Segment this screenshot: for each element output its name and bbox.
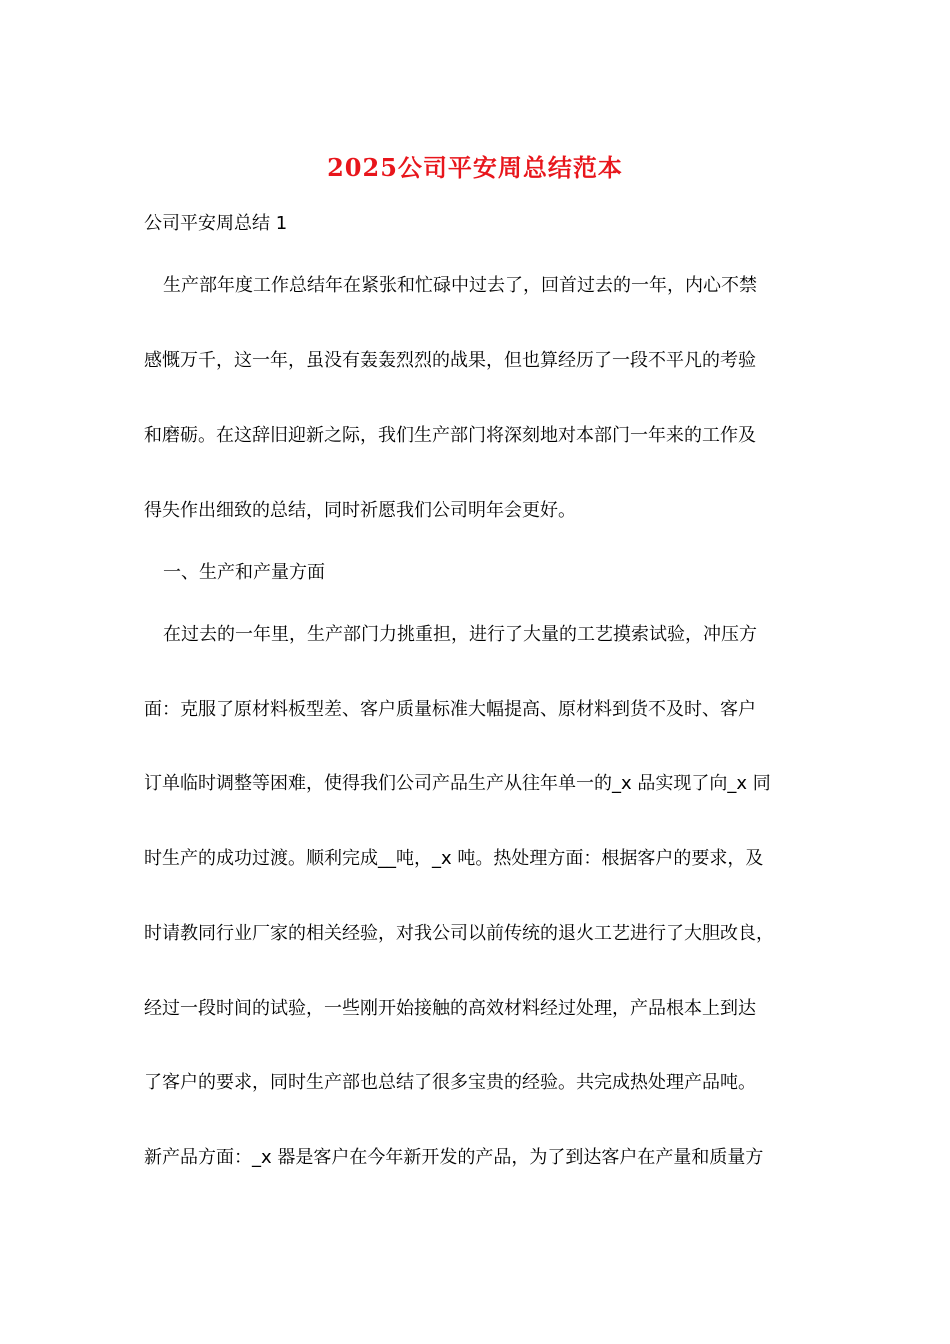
paragraph-line: 时请教同行业厂家的相关经验，对我公司以前传统的退火工艺进行了大胆改良， [144, 923, 774, 944]
paragraph-line: 面：克服了原材料板型差、客户质量标准大幅提高、原材料到货不及时、客户 [144, 699, 756, 720]
paragraph-line: 在过去的一年里，生产部门力挑重担，进行了大量的工艺摸索试验，冲压方 [163, 624, 757, 645]
paragraph-line: 生产部年度工作总结年在紧张和忙碌中过去了，回首过去的一年，内心不禁 [163, 275, 757, 296]
paragraph-line: 订单临时调整等困难，使得我们公司产品生产从往年单一的_x 品实现了向_x 同 [144, 773, 771, 794]
paragraph-line: 经过一段时间的试验，一些刚开始接触的高效材料经过处理，产品根本上到达 [144, 998, 756, 1019]
section-heading: 一、生产和产量方面 [163, 562, 325, 583]
section-subtitle: 公司平安周总结 1 [144, 213, 288, 234]
paragraph-line: 得失作出细致的总结，同时祈愿我们公司明年会更好。 [144, 500, 576, 521]
paragraph-line: 和磨砺。在这辞旧迎新之际，我们生产部门将深刻地对本部门一年来的工作及 [144, 425, 756, 446]
paragraph-line: 时生产的成功过渡。顺利完成__吨，_x 吨。热处理方面：根据客户的要求，及 [144, 848, 764, 869]
paragraph-line: 了客户的要求，同时生产部也总结了很多宝贵的经验。共完成热处理产品吨。 [144, 1072, 756, 1093]
paragraph-line: 新产品方面：_x 器是客户在今年新开发的产品，为了到达客户在产量和质量方 [144, 1147, 764, 1168]
paragraph-line: 感慨万千，这一年，虽没有轰轰烈烈的战果，但也算经历了一段不平凡的考验 [144, 350, 756, 371]
document-title: 2025公司平安周总结范本 [327, 153, 623, 182]
